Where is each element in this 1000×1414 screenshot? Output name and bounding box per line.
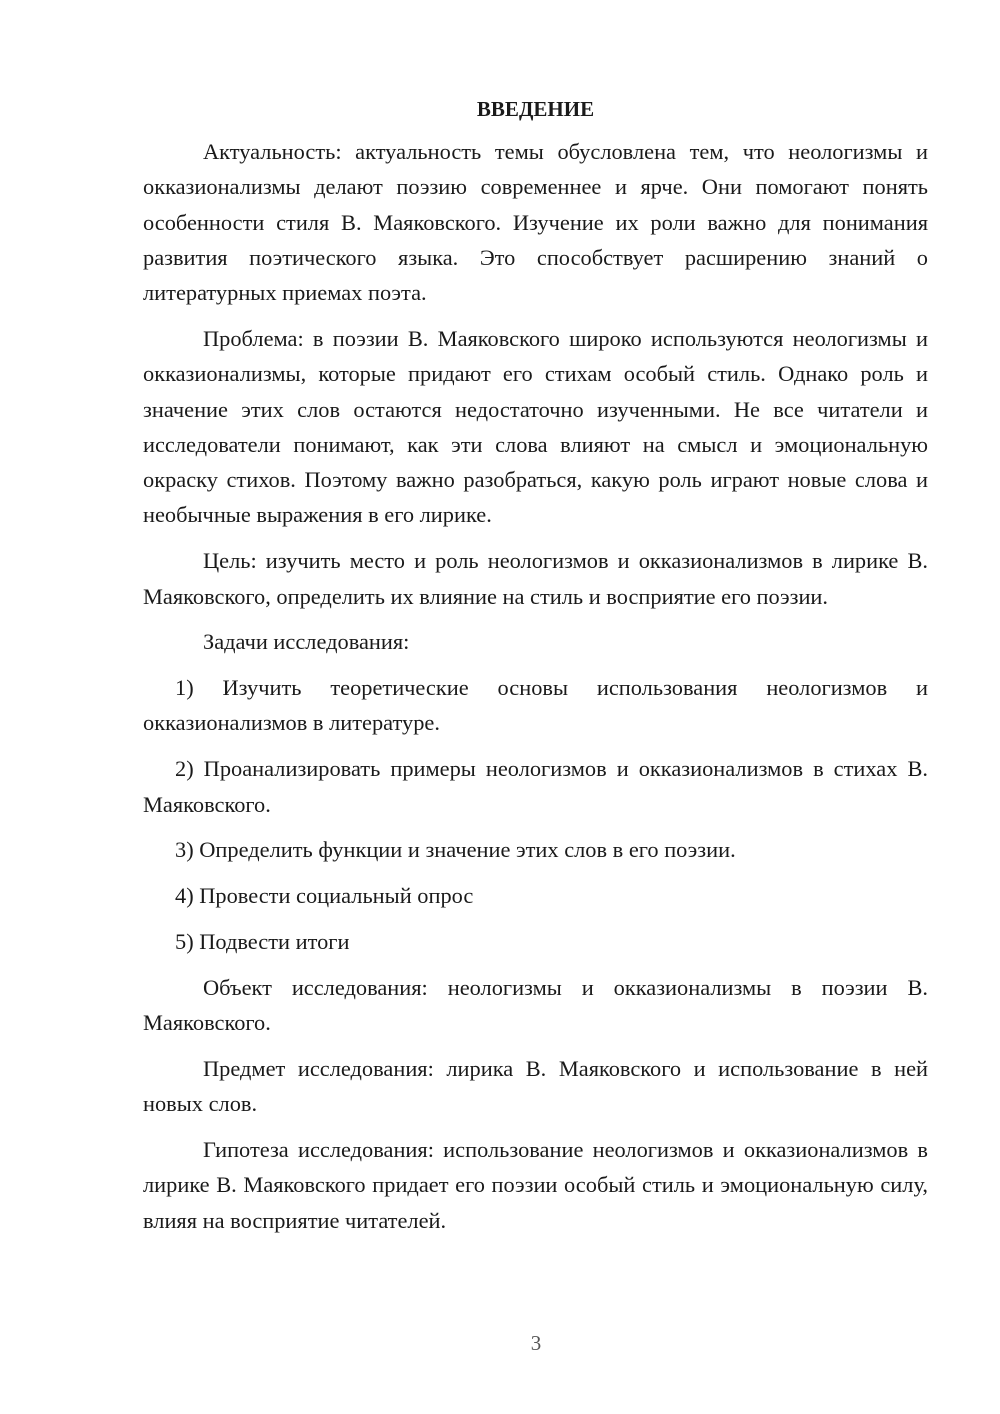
paragraph-hypothesis: Гипотеза исследования: использование неологизмов и окказионализмов в лирике В. Маяковского придает его поэзии особый стиль и эмоциональную силу, влияя на восприятие читателей. — [143, 1136, 928, 1233]
task-item-2: 2) Проанализировать примеры неологизмов и окказионализмов в стихах В. Маяковского. — [143, 756, 928, 817]
task-item-1: 1) Изучить теоретические основы использования неологизмов и окказионализмов в литературе. — [143, 675, 928, 736]
tasks-heading: Задачи исследования: — [203, 629, 410, 655]
paragraph-goal: Цель: изучить место и роль неологизмов и окказионализмов в лирике В. Маяковского, определить их влияние на стиль и восприятие его поэзии. — [143, 548, 928, 609]
document-page — [143, 92, 928, 1248]
task-item-3: 3) Определить функции и значение этих слов в его поэзии. — [175, 837, 736, 863]
paragraph-object: Объект исследования: неологизмы и окказионализмы в поэзии В. Маяковского. — [143, 974, 928, 1036]
paragraph-subject: Предмет исследования: лирика В. Маяковского и использование в ней новых слов. — [143, 1055, 928, 1117]
paragraph-relevance: Актуальность: актуальность темы обусловлена тем, что неологизмы и окказионализмы делают поэзию современнее и ярче. Они помогают понять особенности стиля В. Маяковского. Изучение их роли важно для понимания развития поэтического языка. Это способствует расширению знаний о литературных приемах поэта. — [143, 139, 928, 306]
page-number: 3 — [530, 1331, 542, 1355]
page-title: ВВЕДЕНИЕ — [476, 97, 595, 121]
paragraph-problem: Проблема: в поэзии В. Маяковского широко используются неологизмы и окказионализмы, которые придают его стихам особый стиль. Однако роль и значение этих слов остаются недостаточно изученными. Не все читатели и исследователи понимают, как эти слова влияют на смысл и эмоциональную окраску стихов. Поэтому важно разобраться, какую роль играют новые слова и необычные выражения в его лирике. — [143, 325, 928, 528]
task-item-4: 4) Провести социальный опрос — [175, 883, 474, 909]
task-item-5: 5) Подвести итоги — [175, 928, 350, 954]
